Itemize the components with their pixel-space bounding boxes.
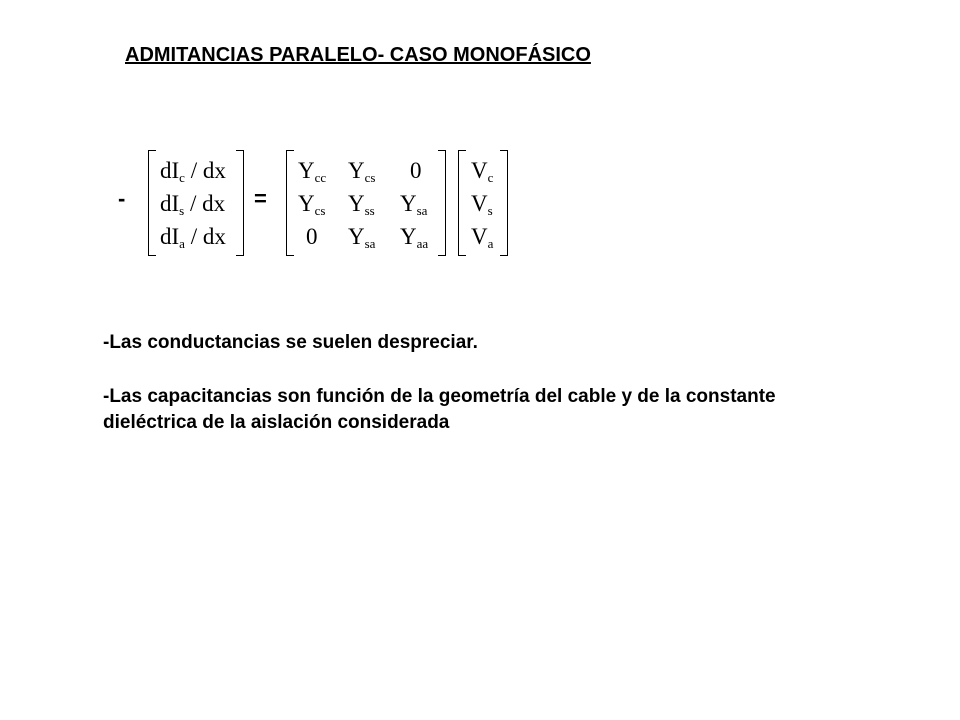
minus-sign: - xyxy=(118,186,126,211)
voltage-cell: $V_s$ xyxy=(471,191,493,218)
left-bracket xyxy=(286,150,294,256)
right-bracket xyxy=(236,150,244,256)
lhs-row-1: $dI_c$ / dx xyxy=(160,158,226,185)
matrix-cell: $Y_{sa}$ xyxy=(400,191,428,218)
admittance-matrix xyxy=(286,150,446,254)
right-bracket xyxy=(438,150,446,256)
matrix-cell: $Y_{ss}$ xyxy=(348,191,375,218)
note-capacitances: -Las capacitancias son función de la geometría del cable y de la constante dieléctrica de la aislación considerada xyxy=(103,386,776,433)
matrix-cell: $Y_{cc}$ xyxy=(298,158,327,185)
matrix-cell: $Y_{cs}$ xyxy=(298,191,326,218)
equals-sign: = xyxy=(254,186,267,211)
note-conductances: -Las conductancias se suelen despreciar. xyxy=(103,332,478,353)
lhs-vector xyxy=(148,150,244,254)
matrix-cell: 0 xyxy=(306,224,318,249)
matrix-cell: $Y_{cs}$ xyxy=(348,158,376,185)
lhs-row-2: $dI_s$ / dx xyxy=(160,191,226,218)
right-bracket xyxy=(500,150,508,256)
voltage-cell: $V_c$ xyxy=(471,158,494,185)
left-bracket xyxy=(458,150,466,256)
left-bracket xyxy=(148,150,156,256)
voltage-cell: $V_a$ xyxy=(471,224,494,251)
matrix-cell: $Y_{aa}$ xyxy=(400,224,429,251)
voltage-vector xyxy=(458,150,508,254)
lhs-row-3: $dI_a$ / dx xyxy=(160,224,226,251)
slide-title: ADMITANCIAS PARALELO- CASO MONOFÁSICO xyxy=(125,44,591,66)
matrix-cell: $Y_{sa}$ xyxy=(348,224,376,251)
matrix-cell: 0 xyxy=(410,158,422,183)
